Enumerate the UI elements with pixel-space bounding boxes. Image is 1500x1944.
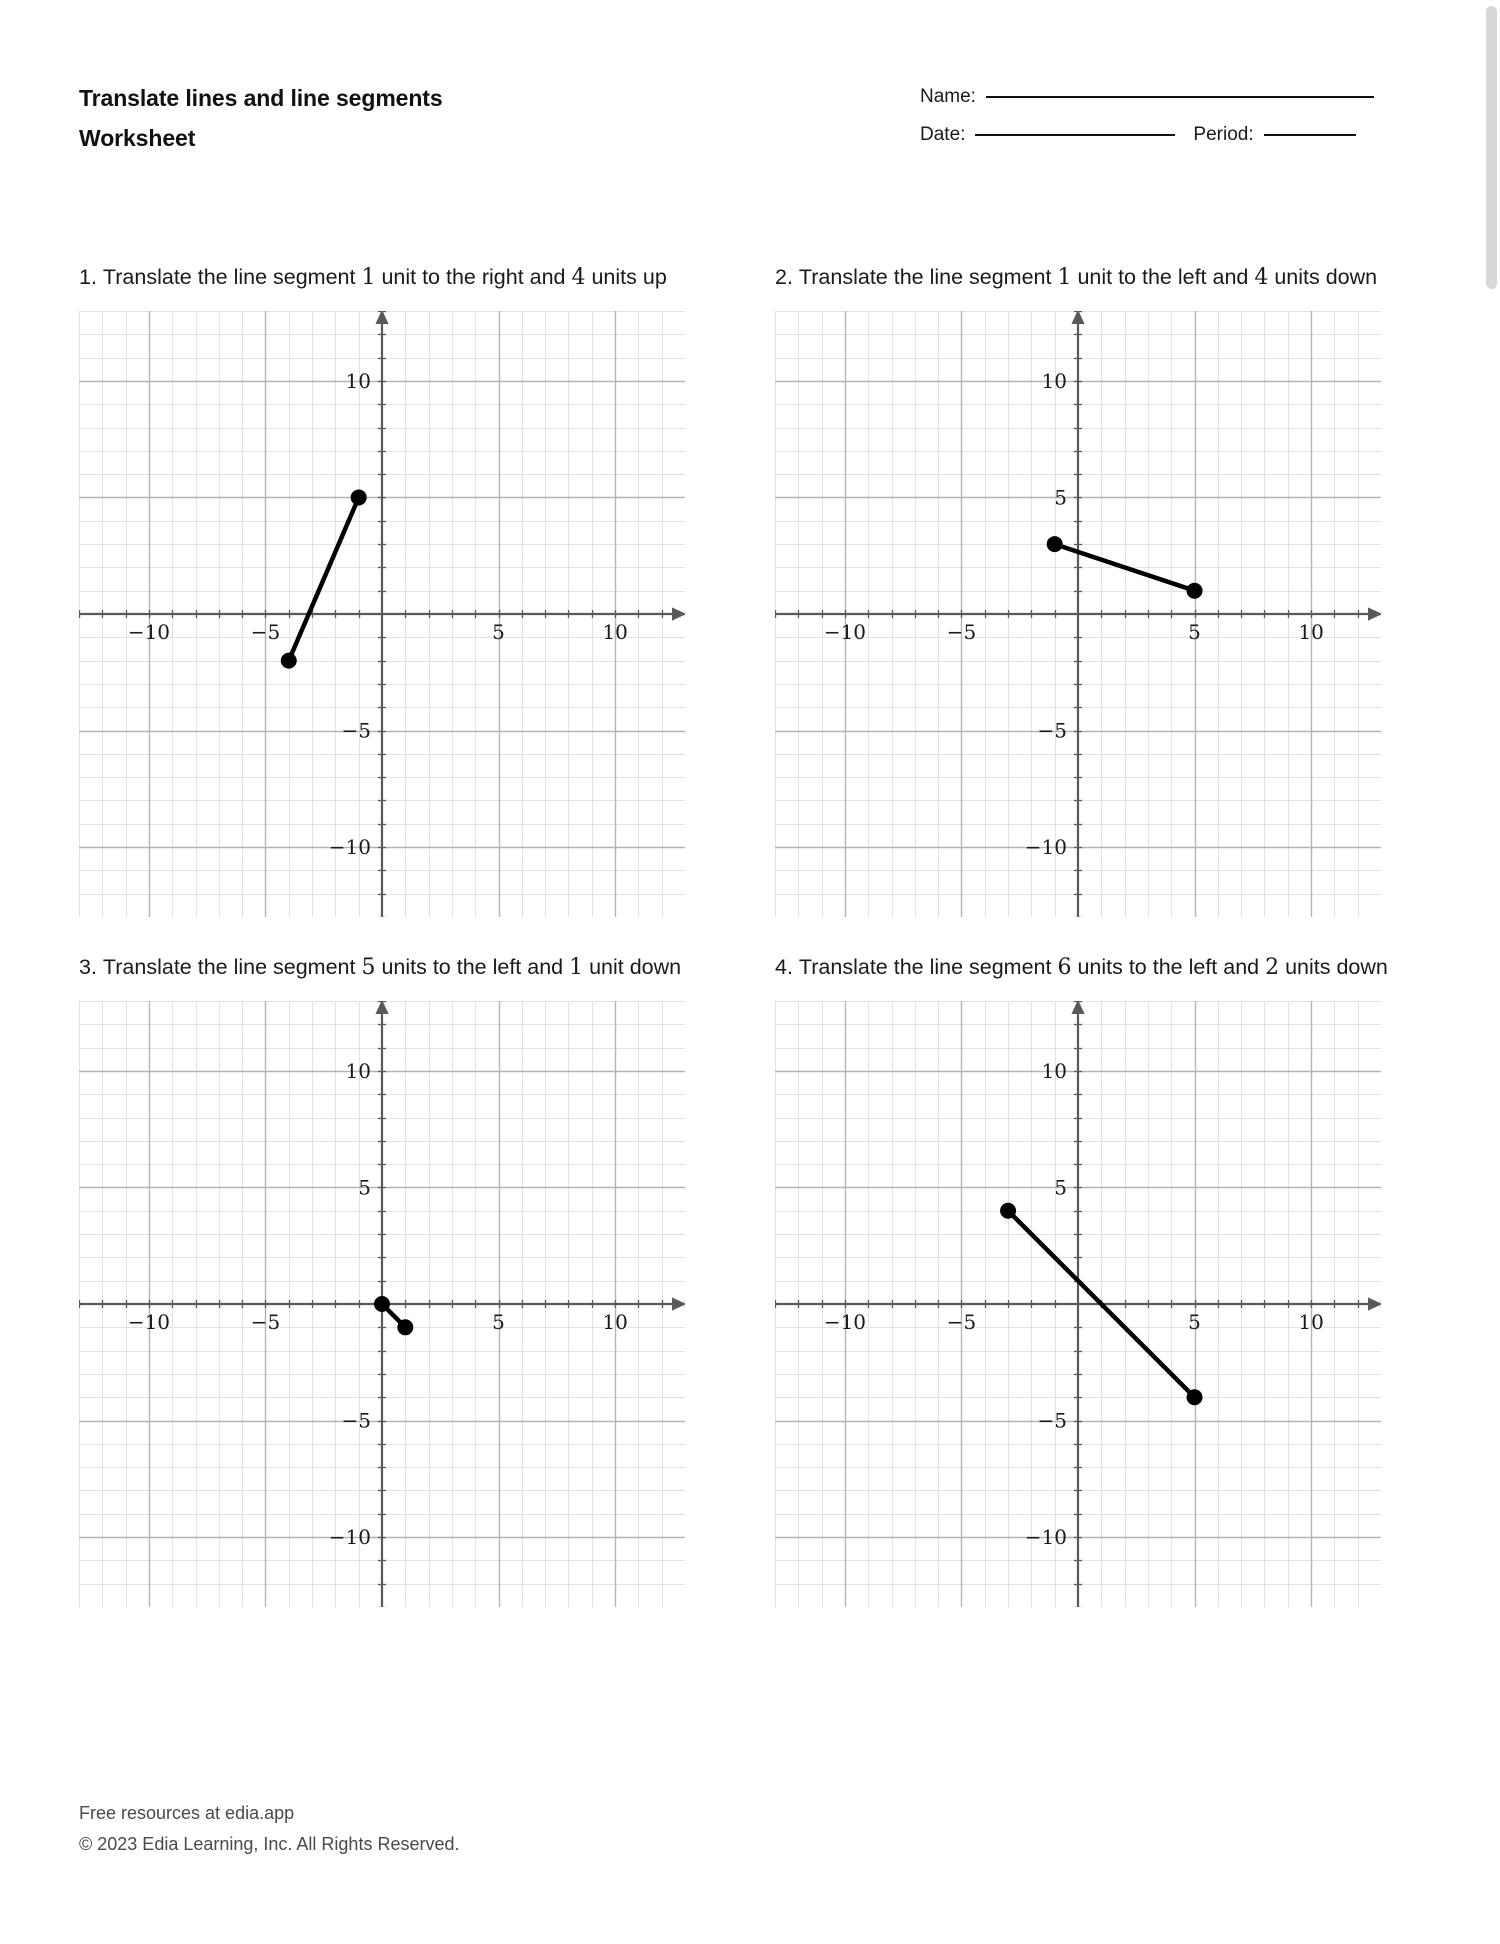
- footer-copyright-line: © 2023 Edia Learning, Inc. All Rights Reserved.: [79, 1834, 460, 1854]
- coordinate-plane: [775, 311, 1381, 917]
- problem-3-amount-2: 1: [569, 955, 584, 980]
- x-tick-label: −5: [946, 1310, 977, 1334]
- y-tick-label: 10: [345, 1058, 371, 1083]
- x-tick-label: 5: [1188, 620, 1201, 644]
- y-tick-label: −5: [341, 718, 371, 743]
- segment-endpoint[interactable]: [351, 489, 367, 505]
- date-label: Date:: [920, 124, 966, 145]
- problem-4-text-mid: units to the left and: [1071, 955, 1260, 979]
- coordinate-plane: [79, 1001, 685, 1607]
- page-footer: [79, 1798, 459, 1860]
- x-tick-label: −5: [250, 620, 281, 644]
- problem-4-text-pre: Translate the line segment: [798, 955, 1058, 979]
- problem-4-amount-2: 2: [1265, 955, 1280, 980]
- problem-1-number: 1.: [79, 265, 97, 289]
- problem-2-prompt: [775, 258, 1423, 297]
- problem-1-amount-1: 1: [361, 265, 376, 290]
- problem-1: [79, 258, 779, 917]
- scrollbar-thumb[interactable]: [1486, 6, 1497, 289]
- problem-2-amount-1: 1: [1057, 265, 1072, 290]
- problem-row-1: [0, 258, 1484, 948]
- problem-1-graph[interactable]: [79, 311, 685, 917]
- y-tick-label: 10: [1041, 368, 1067, 393]
- page-title-line2: Worksheet: [79, 125, 196, 151]
- problem-2: [775, 258, 1475, 917]
- problem-2-number: 2.: [775, 265, 793, 289]
- segment-endpoint[interactable]: [1047, 536, 1063, 552]
- problem-4: [775, 948, 1475, 1607]
- segment-endpoint[interactable]: [1187, 583, 1203, 599]
- problem-2-text-post: units down: [1268, 265, 1378, 289]
- y-tick-label: 5: [358, 1175, 371, 1200]
- y-tick-label: −5: [1037, 1408, 1067, 1433]
- x-tick-label: −10: [823, 620, 867, 644]
- problem-2-amount-2: 4: [1254, 265, 1269, 290]
- y-tick-label: −10: [1024, 1525, 1067, 1550]
- name-label: Name:: [920, 86, 976, 107]
- page-title-line1: Translate lines and line segments: [79, 85, 443, 111]
- y-tick-label: −10: [1024, 835, 1067, 860]
- problem-3-text-mid: units to the left and: [375, 955, 564, 979]
- segment-endpoint[interactable]: [397, 1319, 413, 1335]
- worksheet-header: [0, 0, 1484, 190]
- x-tick-label: 10: [1298, 1310, 1324, 1334]
- y-tick-label: 10: [1041, 1058, 1067, 1083]
- problem-3-graph[interactable]: [79, 1001, 685, 1607]
- x-tick-label: −10: [127, 620, 171, 644]
- period-write-line[interactable]: [1264, 133, 1356, 136]
- y-tick-label: 10: [345, 368, 371, 393]
- problem-2-graph[interactable]: [775, 311, 1381, 917]
- problem-4-graph[interactable]: [775, 1001, 1381, 1607]
- name-field-row: [920, 86, 1400, 124]
- coordinate-plane: [775, 1001, 1381, 1607]
- x-tick-label: −10: [127, 1310, 171, 1334]
- problem-4-amount-1: 6: [1057, 955, 1072, 980]
- x-tick-label: −5: [946, 620, 977, 644]
- page-scrollbar[interactable]: [1484, 0, 1500, 1944]
- student-info-block: [920, 86, 1400, 162]
- segment-endpoint[interactable]: [1000, 1203, 1016, 1219]
- problem-2-text-pre: Translate the line segment: [798, 265, 1058, 289]
- problem-4-number: 4.: [775, 955, 793, 979]
- date-period-field-row: [920, 124, 1400, 162]
- y-tick-label: −5: [341, 1408, 371, 1433]
- problem-4-text-post: units down: [1279, 955, 1388, 979]
- problem-3-amount-1: 5: [361, 955, 376, 980]
- period-label: Period:: [1193, 124, 1254, 145]
- y-tick-label: −10: [328, 1525, 371, 1550]
- problem-3: [79, 948, 779, 1607]
- y-tick-label: 5: [1054, 1175, 1067, 1200]
- x-tick-label: 5: [492, 1310, 505, 1334]
- y-tick-label: −10: [328, 835, 371, 860]
- x-tick-label: −10: [823, 1310, 867, 1334]
- x-tick-label: 10: [1298, 620, 1324, 644]
- problem-3-text-post: unit down: [583, 955, 682, 979]
- problem-4-prompt: [775, 948, 1423, 987]
- problem-3-prompt: [79, 948, 727, 987]
- x-tick-label: 10: [602, 1310, 628, 1334]
- problem-row-2: [0, 948, 1484, 1638]
- x-tick-label: −5: [250, 1310, 281, 1334]
- x-tick-label: 5: [492, 620, 505, 644]
- problem-3-text-pre: Translate the line segment: [102, 955, 362, 979]
- page-title: [79, 78, 443, 158]
- segment-endpoint[interactable]: [281, 653, 297, 669]
- problems-container: [0, 258, 1484, 1638]
- date-write-line[interactable]: [975, 133, 1175, 136]
- problem-1-amount-2: 4: [571, 265, 586, 290]
- problem-3-number: 3.: [79, 955, 97, 979]
- segment-endpoint[interactable]: [1187, 1389, 1203, 1405]
- problem-1-text-pre: Translate the line segment: [102, 265, 362, 289]
- footer-resources-line: Free resources at edia.app: [79, 1803, 295, 1823]
- problem-1-text-post: units up: [585, 265, 667, 289]
- x-tick-label: 5: [1188, 1310, 1201, 1334]
- coordinate-plane: [79, 311, 685, 917]
- name-write-line[interactable]: [986, 95, 1374, 98]
- x-tick-label: 10: [602, 620, 628, 644]
- segment-endpoint[interactable]: [374, 1296, 390, 1312]
- problem-2-text-mid: unit to the left and: [1071, 265, 1249, 289]
- problem-1-text-mid: unit to the right and: [375, 265, 566, 289]
- y-tick-label: −5: [1037, 718, 1067, 743]
- y-tick-label: 5: [1054, 485, 1067, 510]
- problem-1-prompt: [79, 258, 727, 297]
